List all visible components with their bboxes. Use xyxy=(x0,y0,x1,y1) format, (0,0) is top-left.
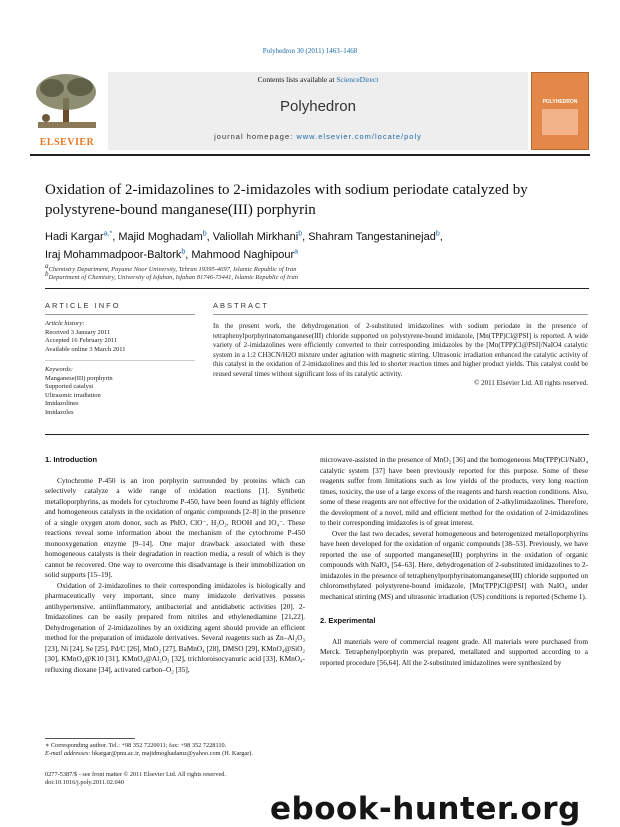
article-info-rule xyxy=(45,314,195,315)
watermark: ebook-hunter.org xyxy=(270,791,581,827)
abstract-body xyxy=(213,322,588,389)
affiliation-text: Department of Chemistry, University of Isfahan, Isfahan 81746-73441, Islamic Republic of Iran xyxy=(48,274,299,282)
publisher-wordmark: ELSEVIER xyxy=(39,137,95,148)
author-name[interactable]: Iraj Mohammadpoor-Baltork xyxy=(45,249,182,262)
intro-paragraph-1: Cytochrome P-450 is an iron porphyrin surrounded by proteins which can selectively catalyze a wide range of oxidation reactions [1]. Synthetic metalloporphyrins, as models for cytochrome P-450, have been found as highly efficient and homogeneous catalysts in the oxidation of organic compounds [2–8] in the presence of a single oxygen atom donor, such as PhIO, ClO⁻, H₂O₂, ROOH and IO₄⁻. These reactions reveal some information about the mechanism of the cytochrome P-450 monooxygenation enzyme [9–14]. One major drawback associated with these homogeneous catalysts is their degradation in reaction media, a result of which is they cannot be recovered. One way to overcome this disadvantage is their immobilization on solid supports [15–19]. xyxy=(45,475,305,579)
author-name[interactable]: Majid Moghadam xyxy=(118,230,203,243)
corresponding-author: ∗ Corresponding author. Tel.: +98 352 7220011; fax: +98 352 7228110. xyxy=(45,742,227,749)
intro-paragraph-3: microwave-assisted in the presence of MnO₂ [36] and the homogeneous Mn(TPP)Cl/NaIO₄ catalytic system [37] have been previously reported for this purpose. Some of these reagents suffer from limitations such as low yields of the products, very long reaction times, toxicity, the use of a large excess of the reagents and harsh reaction conditions. Also, some of these reagents are not effective for the oxidation of 2-alkylimidazolines. Therefore, the development of a novel, mild and efficient method for the oxidation of 2-imidazolines to their corresponding imidazoles is of great interest. xyxy=(320,455,588,527)
cover-illustration xyxy=(542,109,578,135)
author-separator: , xyxy=(439,230,443,243)
author xyxy=(213,231,308,243)
author-name[interactable]: Valiollah Mirkhani xyxy=(212,230,299,243)
author-name[interactable]: Mahmood Naghipour xyxy=(191,249,295,262)
elsevier-logo xyxy=(30,72,104,150)
author-superscript[interactable]: a xyxy=(294,248,299,256)
keywords-block xyxy=(45,366,205,417)
contents-line xyxy=(108,75,528,84)
author-separator: , xyxy=(302,230,309,243)
keyword: Imidazolines xyxy=(45,400,79,407)
front-matter-info xyxy=(45,771,345,787)
received-date: Received 3 January 2011 xyxy=(45,328,111,336)
author-superscript[interactable]: b xyxy=(435,230,440,237)
sciencedirect-link[interactable]: ScienceDirect xyxy=(336,75,379,84)
footnote xyxy=(45,742,315,758)
abstract-text: In the present work, the dehydrogenation of 2-substituted imidazolines with sodium periodate in the presence of tetraphenylporphyrinatomanganese(III) chloride supported on polystyrene-bound imidazole, [Mn(TPP)Cl@PSI] is reported. A wide variety of 2-imidazolines were efficiently converted to their corresponding imidazoles by the [Mn(TPP)Cl@PSI]/NaIO4 catalytic system in a 1:2 CH3CN/H2O mixture under agitation with magnetic stirring. Ultrasonic irradiation enhanced the catalytic activity of this catalyst in the oxidation of 2-imidazolines and this led to shorter reaction times and higher product yields. This catalyst could be reused several times without significant loss of its catalytic activity. xyxy=(213,322,588,378)
author-name[interactable]: Shahram Tangestaninejad xyxy=(308,230,436,243)
journal-cover-image xyxy=(531,72,589,150)
contents-prefix: Contents lists available at xyxy=(257,75,337,84)
email-line xyxy=(45,750,315,758)
keyword: Supported catalyst xyxy=(45,383,94,390)
abstract-heading: ABSTRACT xyxy=(213,301,270,310)
doi-link[interactable]: doi:10.1016/j.poly.2011.02.040 xyxy=(45,779,124,786)
keywords-rule xyxy=(45,360,195,361)
author-separator: , xyxy=(206,230,213,243)
abstract-copyright: © 2011 Elsevier Ltd. All rights reserved. xyxy=(474,379,588,387)
journal-name: Polyhedron xyxy=(280,98,356,115)
author-separator: , xyxy=(112,230,119,243)
intro-paragraph-2: Oxidation of 2-imidazolines to their corresponding imidazoles is biologically and pharmaceutically very important, since many imidazole derivatives possess antihypertensive, antiinflammatory, antibacterial and antidiabetic activities [20]. 2-Imidazolines can be easily prepared from nitriles and ethylenediamine [21,22]. Dehydrogenation of 2-imidazolines by an oxidizing agent should provide an efficient method for the preparation of imidazole derivatives. Several reagents such as Zn–Al₂O₃ [23], Ni [24], Se [25], Pd/C [26], MnO₂ [27], BaMnO₄ [28], DMSO [29], KMnO₄@SiO₂ [30], KMnO₄@K10 [31], KMnO₄@Al₂O₃ [32], trichloroisocyanuric acid [33], KMnO₄-refluxing dioxane [34], activated carbon–O₂ [35], xyxy=(45,580,305,674)
cover-title: POLYHEDRON xyxy=(542,99,578,105)
keywords-label: Keywords: xyxy=(45,366,73,373)
accepted-date: Accepted 16 February 2011 xyxy=(45,337,118,344)
homepage-url-link[interactable]: www.elsevier.com/locate/poly xyxy=(296,132,422,141)
author-superscript[interactable]: a,* xyxy=(103,230,113,237)
author-superscript[interactable]: b xyxy=(298,230,303,237)
author xyxy=(45,249,191,261)
article-history xyxy=(45,320,205,354)
affiliation-text: Chemistry Department, Payame Noor University, Tehran 19395-4697, Islamic Republic of Iran xyxy=(48,266,297,274)
affiliation-marker: b xyxy=(45,270,49,278)
introduction-heading: 1. Introduction xyxy=(45,455,98,464)
journal-header xyxy=(108,72,528,150)
email-label: E-mail addresses: xyxy=(45,750,91,757)
author-list xyxy=(45,226,585,263)
author xyxy=(45,231,118,243)
online-date: Available online 3 March 2011 xyxy=(45,345,126,353)
keyword: Manganese(III) porphyrin xyxy=(45,374,113,382)
keyword: Ultrasonic irradiation xyxy=(45,391,101,399)
author xyxy=(191,249,298,261)
email-addresses[interactable]: hkargar@pnu.ac.ir, majidmoghadamz@yahoo.com (H. Kargar). xyxy=(90,750,253,757)
right-column xyxy=(320,455,588,668)
abstract-divider xyxy=(45,434,589,435)
elsevier-tree-icon xyxy=(30,72,104,130)
experimental-heading: 2. Experimental xyxy=(320,616,376,625)
affiliation-marker: a xyxy=(45,262,49,270)
article-title: Oxidation of 2-imidazolines to 2-imidazoles with sodium periodate catalyzed by polystyrene-bound manganese(III) porphyrin xyxy=(45,182,528,218)
author xyxy=(308,231,443,243)
journal-homepage xyxy=(108,132,528,141)
intro-paragraph-4: Over the last two decades, several homogeneous and heterogenized metalloporphyrins have been developed for the oxidation of organic compounds [38–53]. Previously, we have reported the use of supported manganese(III) porphyrins in the oxidation of organic compounds with NaIO₄ [54–63]. Here, dehydrogenation of 2-substituted imidazolines to 2-imidazoles in the presence of tetraphenylporphyrinatomanganese(III) chloride supported on chloromethylated polystyrene-bound imidazole, [Mn(TPP)Cl@PSI] with NaIO₄ under mechanical stirring (MS) and ultrasonic irradiation (US) conditions is reported (Scheme 1). xyxy=(320,528,588,601)
author-superscript[interactable]: b xyxy=(181,248,186,256)
homepage-prefix: journal homepage: xyxy=(214,132,297,141)
author-separator: , xyxy=(185,249,192,262)
journal-reference[interactable]: Polyhedron 30 (2011) 1463–1468 xyxy=(262,47,358,55)
history-label: Article history: xyxy=(45,320,85,327)
author-superscript[interactable]: b xyxy=(202,230,207,237)
header-divider xyxy=(30,154,590,156)
author xyxy=(118,231,212,243)
article-info-heading: ARTICLE INFO xyxy=(45,301,121,310)
affiliation-divider xyxy=(45,288,589,289)
abstract-rule xyxy=(213,314,588,315)
keyword: Imidazoles xyxy=(45,408,74,416)
affiliation-b xyxy=(45,270,585,281)
footnote-rule xyxy=(45,738,135,739)
experimental-paragraph-1: All materials were of commercial reagent grade. All materials were purchased from Merck. Tetraphenylporphyrin was prepared, metallated and supported according to a reported procedure [56,64]. All the 2-substituted imidazolines were synthesized by xyxy=(320,636,588,667)
issn-line: 0277-5387/$ - see front matter © 2011 Elsevier Ltd. All rights reserved. xyxy=(45,771,226,778)
left-column xyxy=(45,455,305,675)
author-name[interactable]: Hadi Kargar xyxy=(45,230,104,243)
